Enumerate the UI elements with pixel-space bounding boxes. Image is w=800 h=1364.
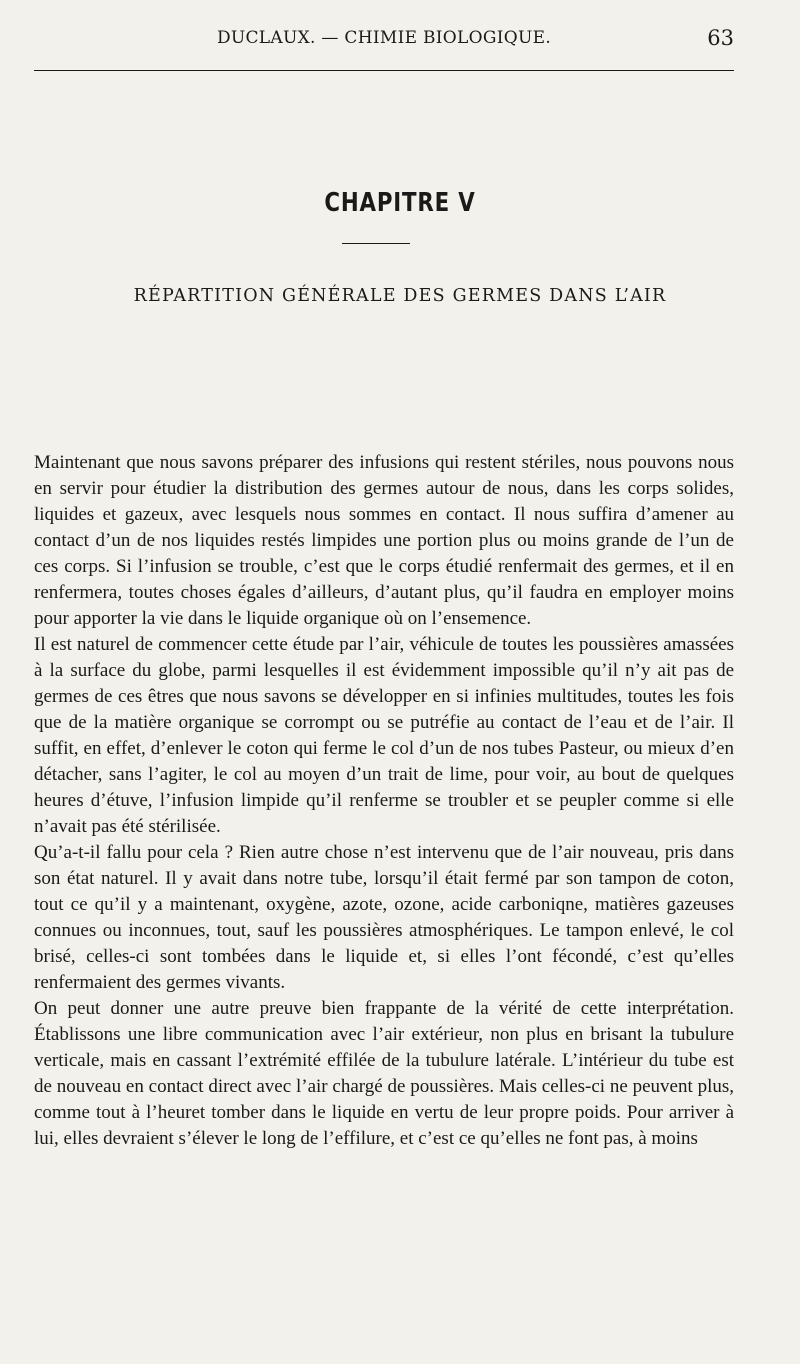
header-rule xyxy=(34,70,734,71)
running-title: DUCLAUX. — CHIMIE BIOLOGIQUE. xyxy=(216,28,552,48)
section-title: RÉPARTITION GÉNÉRALE DES GERMES DANS L’AIR xyxy=(133,286,667,306)
body-text xyxy=(34,450,734,1152)
paragraph-3: Qu’a-t-il fallu pour cela ? Rien autre chose n’est intervenu que de l’air nouveau, pris dans son état naturel. Il y avait dans notre tube, lorsqu’il était fermé par son tampon de coton, tout ce qu’il y a maintenant, oxygène, azote, ozone, acide carboniqne, matières gazeuses connues ou inconnues, tout, sauf les poussières atmosphériques. Le tampon enlevé, le col brisé, celles-ci sont tombées dans le liquide et, si elles l’ont fécondé, c’est qu’elles renfermaient des germes vivants. xyxy=(34,842,734,993)
paragraph-2: Il est naturel de commencer cette étude par l’air, véhicule de toutes les poussières amassées à la surface du globe, parmi lesquelles il est évidemment impossible qu’il n’y ait pas de germes de ces êtres que nous savons se développer en si infinies multitudes, toutes les fois que de la matière organique se corrompt ou se putréfie au contact de l’eau et de l’air. Il suffit, en effet, d’enlever le coton qui ferme le col d’un de nos tubes Pasteur, ou mieux d’en détacher, sans l’agiter, le col au moyen d’un trait de lime, pour voir, au bout de quelques heures d’étuve, l’infusion limpide qu’il renferme se troubler et se peupler comme si elle n’avait pas été stérilisée. xyxy=(34,634,734,837)
running-head xyxy=(34,26,734,56)
paragraph-4: On peut donner une autre preuve bien frappante de la vérité de cette interprétation. Établissons une libre communication avec l’air extérieur, non plus en brisant la tubulure verticale, mais en cassant l’extrémité effilée de la tubulure latérale. L’intérieur du tube est de nouveau en contact direct avec l’air chargé de poussières. Mais celles-ci ne peuvent plus, comme tout à l’heuret tomber dans le liquide en vertu de leur propre poids. Pour arriver à lui, elles devraient s’élever le long de l’effilure, et c’est ce qu’elles ne font pas, à moins xyxy=(34,998,734,1149)
page-number: 63 xyxy=(707,26,734,50)
paragraph-1: Maintenant que nous savons préparer des infusions qui restent stériles, nous pouvons nous en servir pour étudier la distribution des germes autour de nous, dans les corps solides, liquides et gazeux, avec lesquels nous sommes en contact. Il nous suffira d’amener au contact d’un de nos liquides restés limpides une portion plus ou moins grande de l’un de ces corps. Si l’infusion se trouble, c’est que le corps étudié renfermait des germes, et il en renfermera, toutes choses égales d’ailleurs, d’autant plus, qu’il faudra en employer moins pour apporter la vie dans le liquide organique où on l’ensemence. xyxy=(34,452,734,629)
chapter-rule xyxy=(342,243,410,244)
chapter-title: CHAPITRE V xyxy=(324,188,476,218)
